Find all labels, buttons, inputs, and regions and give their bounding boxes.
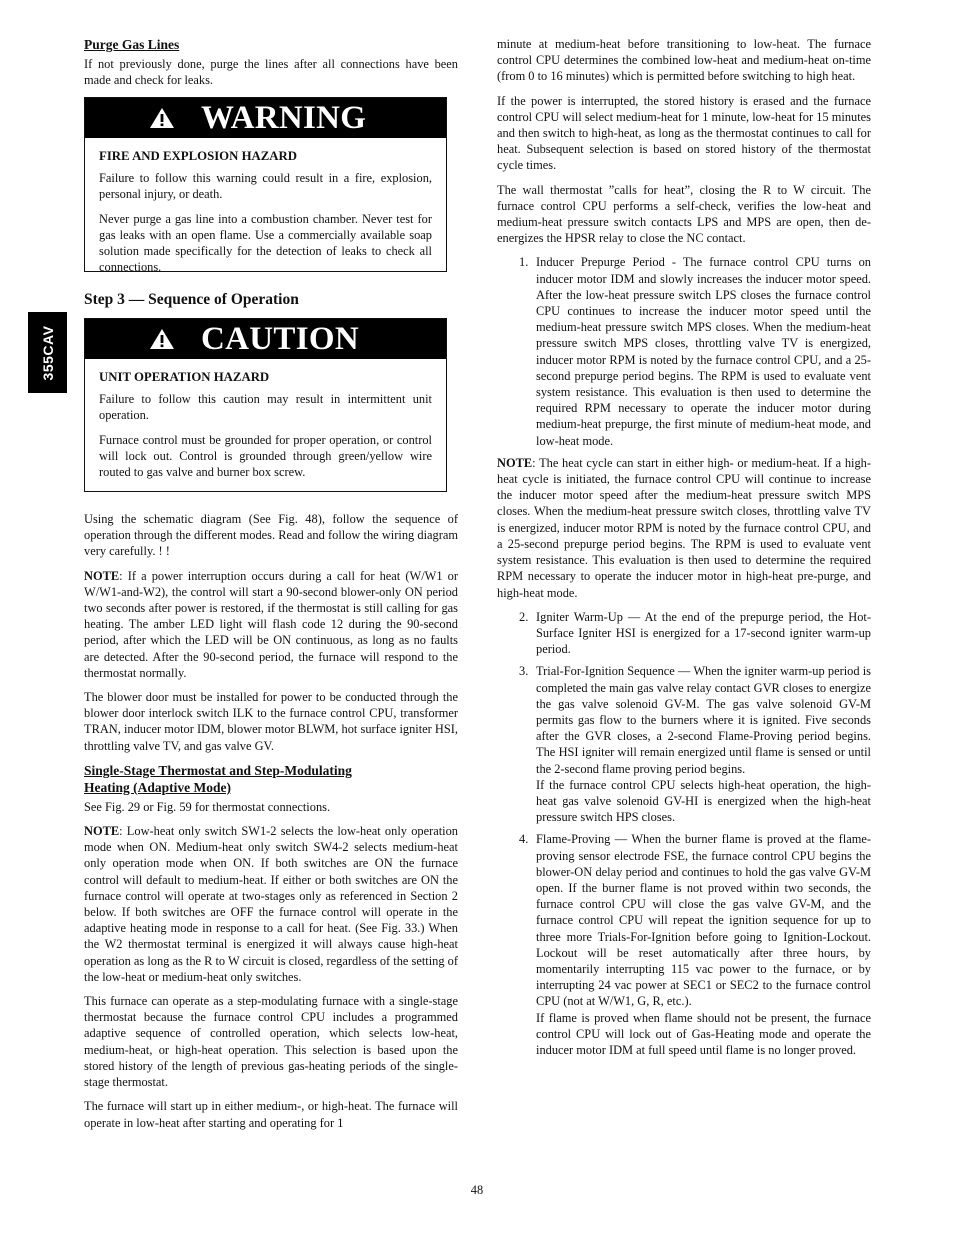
note-power-interruption: NOTE: If a power interruption occurs during a call for heat (W/W1 or W/W1-and-W2), the control will start a 90-second blower-only ON period two seconds after power is restored, if the thermostat is still calling for gas heating. The amber LED light will flash code 12 during the 90-second period, after which the LED will be ON continuous, as long as no faults are detected. After the 90-second period, the furnace will respond to the thermostat normally.	[84, 568, 458, 680]
blower-door-paragraph: The blower door must be installed for power to be conducted through the blower door interlock switch ILK to the furnace control CPU, transformer TRAN, inducer motor IDM, blower motor BLWM, hot surface igniter HSI, throttling valve TV, and gas valve GV.	[84, 690, 458, 753]
list-item: 4. Flame-Proving — When the burner flame is proved at the flame-proving sensor electrode FSE, the furnace control CPU begins the blower-ON delay period and continues to hold the gas valve GV-M open. If the burner flame is not proved within two seconds, the furnace control CPU will close the gas valve GV-M, and the furnace control CPU will repeat the ignition sequence for up to three more Trials-For-Ignition before going to Ignition-Lockout. Lockout will be reset automatically after three hours, by momentarily interrupting 115 vac power to the furnace, or by interrupting 24 vac power at SEC1 or SEC2 to the furnace control CPU (not at W/W1, G, R, etc.). If flame is proved when flame should not be present, the furnace control CPU will lock out of Gas-Heating mode and operate the inducer motor IDM at full speed until flame is no longer proved.	[519, 832, 871, 1057]
warning-triangle-icon	[149, 107, 175, 129]
continued-paragraph: minute at medium-heat before transitioning to low-heat. The furnace control CPU determines the combined low-heat and medium-heat on-time (from 0 to 16 minutes) which is permitted before switching to high heat.	[497, 37, 871, 84]
purge-heading: Purge Gas Lines	[84, 37, 180, 52]
purge-text: If not previously done, purge the lines after all connections have been made and check for leaks.	[84, 57, 458, 88]
warning-text-1: Failure to follow this warning could result in a fire, explosion, personal injury, or death.	[99, 171, 432, 202]
single-stage-heading: Single-Stage Thermostat and Step-Modulating Heating (Adaptive Mode)	[84, 762, 352, 795]
note-heat-cycle: NOTE: The heat cycle can start in either high- or medium-heat. If a high-heat cycle is initiated, the furnace control CPU will continue to increase the inducer motor speed after the medium-heat pressure switch MPS closes. When the medium-heat pressure switch closes, throttling valve TV is energized, inducer motor RPM is noted by the furnace control CPU, and a 25-second prepurge period begins. The RPM is used to evaluate vent system resistance. This evaluation is then used to determine the required RPM necessary to operate the inducer motor in high-heat pre-purge, and high-heat mode.	[497, 455, 871, 600]
model-side-tab	[28, 312, 67, 393]
schematic-paragraph: Using the schematic diagram (See Fig. 48), follow the sequence of operation through the different modes. Read and follow the wiring diagram very carefully. ! !	[84, 512, 458, 559]
list-item: 2. Igniter Warm-Up — At the end of the prepurge period, the Hot-Surface Igniter HSI is energized for a 17-second igniter warm-up period.	[519, 609, 871, 657]
caution-title: CAUTION	[201, 320, 359, 357]
page-number: 48	[470, 1183, 484, 1197]
see-fig-paragraph: See Fig. 29 or Fig. 59 for thermostat connections.	[84, 799, 331, 814]
model-label: 355CAV	[39, 325, 56, 380]
sequence-list-b	[497, 609, 871, 1058]
warning-hazard: FIRE AND EXPLOSION HAZARD	[99, 149, 298, 163]
list-item: 3. Trial-For-Ignition Sequence — When the igniter warm-up period is completed the main gas valve relay contact GVR closes to energize the gas valve solenoid GV-M. The gas valve solenoid GV-M permits gas flow to the burners where it is ignited. Five seconds after the GVR closes, a 2-second Flame-Proving period begins. The HSI igniter will remain energized until flame is sensed or until the 2-second flame proving period begins. If the furnace control CPU selects high-heat operation, the high-heat gas valve solenoid GV-HI is energized when the high-heat pressure switch HPS closes.	[519, 664, 871, 825]
adaptive-paragraph: This furnace can operate as a step-modulating furnace with a single-stage thermostat because the furnace control CPU includes a programmed adaptive sequence of controlled operation, which selects low-heat, medium-heat, or high-heat operation. This selection is based upon the stored history of the length of previous gas-heating periods of the single-stage thermostat.	[84, 994, 458, 1090]
caution-text-2: Furnace control must be grounded for proper operation, or control will lock out. Control is grounded through green/yellow wire routed to gas valve and burner box screw.	[99, 432, 432, 480]
list-item: 1. Inducer Prepurge Period - The furnace control CPU turns on inducer motor IDM and slowly increases the inducer motor speed. After the low-heat pressure switch LPS closes the furnace control CPU continues to increase the inducer motor speed until the medium-heat pressure switch MPS closes. When the medium-heat pressure switch MPS closes, throttling valve TV is energized, inducer motor RPM is noted by the furnace control CPU, and a 25-second prepurge period begins. The RPM is used to evaluate vent system resistance. This evaluation is then used to determine the required RPM necessary to operate the inducer motor during medium-heat prepurge, the first minute of medium-heat mode, and low-heat mode.	[519, 255, 871, 448]
warning-title: WARNING	[201, 99, 367, 136]
wall-thermostat-paragraph: The wall thermostat ”calls for heat”, closing the R to W circuit. The furnace control CPU performs a self-check, verifies the low-heat and medium-heat pressure switch contacts LPS and MPS are open, then de-energizes the HPSR relay to close the NC contact.	[497, 182, 871, 246]
caution-triangle-icon	[149, 328, 175, 350]
caution-hazard: UNIT OPERATION HAZARD	[99, 370, 270, 384]
left-column	[84, 36, 458, 96]
left-column-body	[84, 511, 458, 1139]
caution-text-1: Failure to follow this caution may result in intermittent unit operation.	[99, 392, 432, 423]
caution-box	[84, 318, 447, 492]
warning-box	[84, 97, 447, 275]
power-interrupted-paragraph: If the power is interrupted, the stored history is erased and the furnace control CPU will select medium-heat for 1 minute, low-heat for 15 minutes and then switch to high-heat, as long as the thermostat continues to call for heat. Subsequent selection is based on stored history of the thermostat cycle times.	[497, 93, 871, 173]
warning-text-2: Never purge a gas line into a combustion chamber. Never test for gas leaks with an open flame. Use a commercially available soap solution made specifically for the detection of leaks to check all connections.	[99, 211, 432, 275]
right-column	[497, 36, 871, 1064]
startup-paragraph: The furnace will start up in either medium-, or high-heat. The furnace will operate in low-heat after starting and operating for 1	[84, 1099, 458, 1130]
note-switches: NOTE: Low-heat only switch SW1-2 selects the low-heat only operation mode when ON. Medium-heat only switch SW4-2 selects medium-heat only operation mode when ON. If both switches are ON the furnace control will default to medium-heat. If either or both switches are ON the furnace control will operate at two-stages only as referenced in Section 2 below. If both switches are OFF the furnace control will operate in the adaptive heating mode in response to a call for heat. (See Fig. 33.) When the W2 thermostat terminal is energized it will always cause high-heat operation as long as the R to W circuit is closed, regardless of the setting of the low-heat or medium-heat only switches.	[84, 824, 458, 984]
caution-banner	[85, 319, 446, 359]
sequence-list-a	[497, 254, 871, 448]
step3-heading: Step 3 — Sequence of Operation	[84, 291, 299, 308]
warning-banner	[85, 98, 446, 138]
